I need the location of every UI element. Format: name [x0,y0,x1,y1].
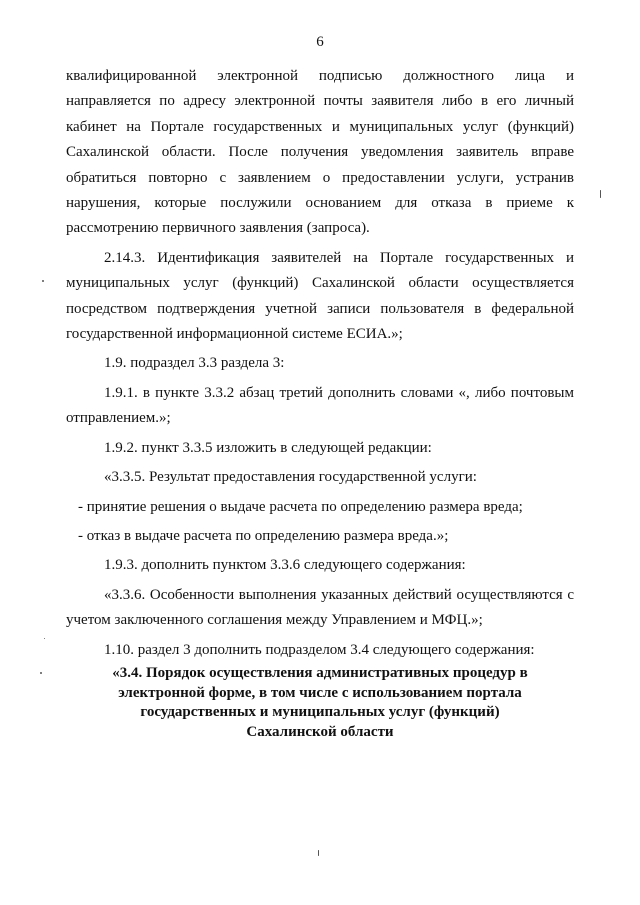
paragraph-continuation: квалифицированной электронной подписью должностного лица и направляется по адресу электронной почты заявителя либо в его личный кабинет на Портале государственных и муниципальных услуг (функций) Сахалинской области. После получения уведомления заявитель вправе обратиться повторно с заявлением о предоставлении услуги, устранив нарушения, которые послужили основанием для отказа в приеме к рассмотрению первичного заявления (запроса). [66,68,574,237]
paragraph-2-14-3: 2.14.3. Идентификация заявителей на Портале государственных и муниципальных услуг (функций) Сахалинской области осуществляется посредством подтверждения учетной записи пользователя в федеральной государственной информационной системе ЕСИА.»; [66,249,574,343]
paragraph-3-3-5: «3.3.5. Результат предоставления государственной услуги: [104,469,477,486]
paragraph-1-9-3: 1.9.3. дополнить пунктом 3.3.6 следующего содержания: [104,557,466,574]
scan-speck [318,850,319,856]
paragraph-3-3-6: «3.3.6. Особенности выполнения указанных действий осуществляются с учетом заключенного соглашения между Управлением и МФЦ.»; [66,586,574,629]
scan-speck [40,672,42,674]
heading-line: государственных и муниципальных услуг (функций) [140,704,500,720]
scan-speck [600,190,601,198]
paragraph-1-9-2: 1.9.2. пункт 3.3.5 изложить в следующей редакции: [104,439,432,456]
document-body [66,64,574,663]
page-number: 6 [316,34,324,50]
scan-speck [42,280,44,282]
heading-line: электронной форме, в том числе с использованием портала [118,684,522,701]
paragraph-list-item-2: - отказ в выдаче расчета по определению размера вреда.»; [78,527,449,544]
paragraph-1-9: 1.9. подраздел 3.3 раздела 3: [104,355,285,372]
paragraph-list-item-1: - принятие решения о выдаче расчета по определению размера вреда; [78,498,523,515]
paragraph-1-10: 1.10. раздел 3 дополнить подразделом 3.4 следующего содержания: [104,641,535,658]
paragraph-1-9-1: 1.9.1. в пункте 3.3.2 абзац третий дополнить словами «, либо почтовым отправлением.»; [66,384,574,427]
heading-line: «3.4. Порядок осуществления административных процедур в [112,665,528,681]
section-heading-3-4 [100,664,540,742]
heading-line: Сахалинской области [246,723,394,740]
scan-speck [44,638,45,639]
